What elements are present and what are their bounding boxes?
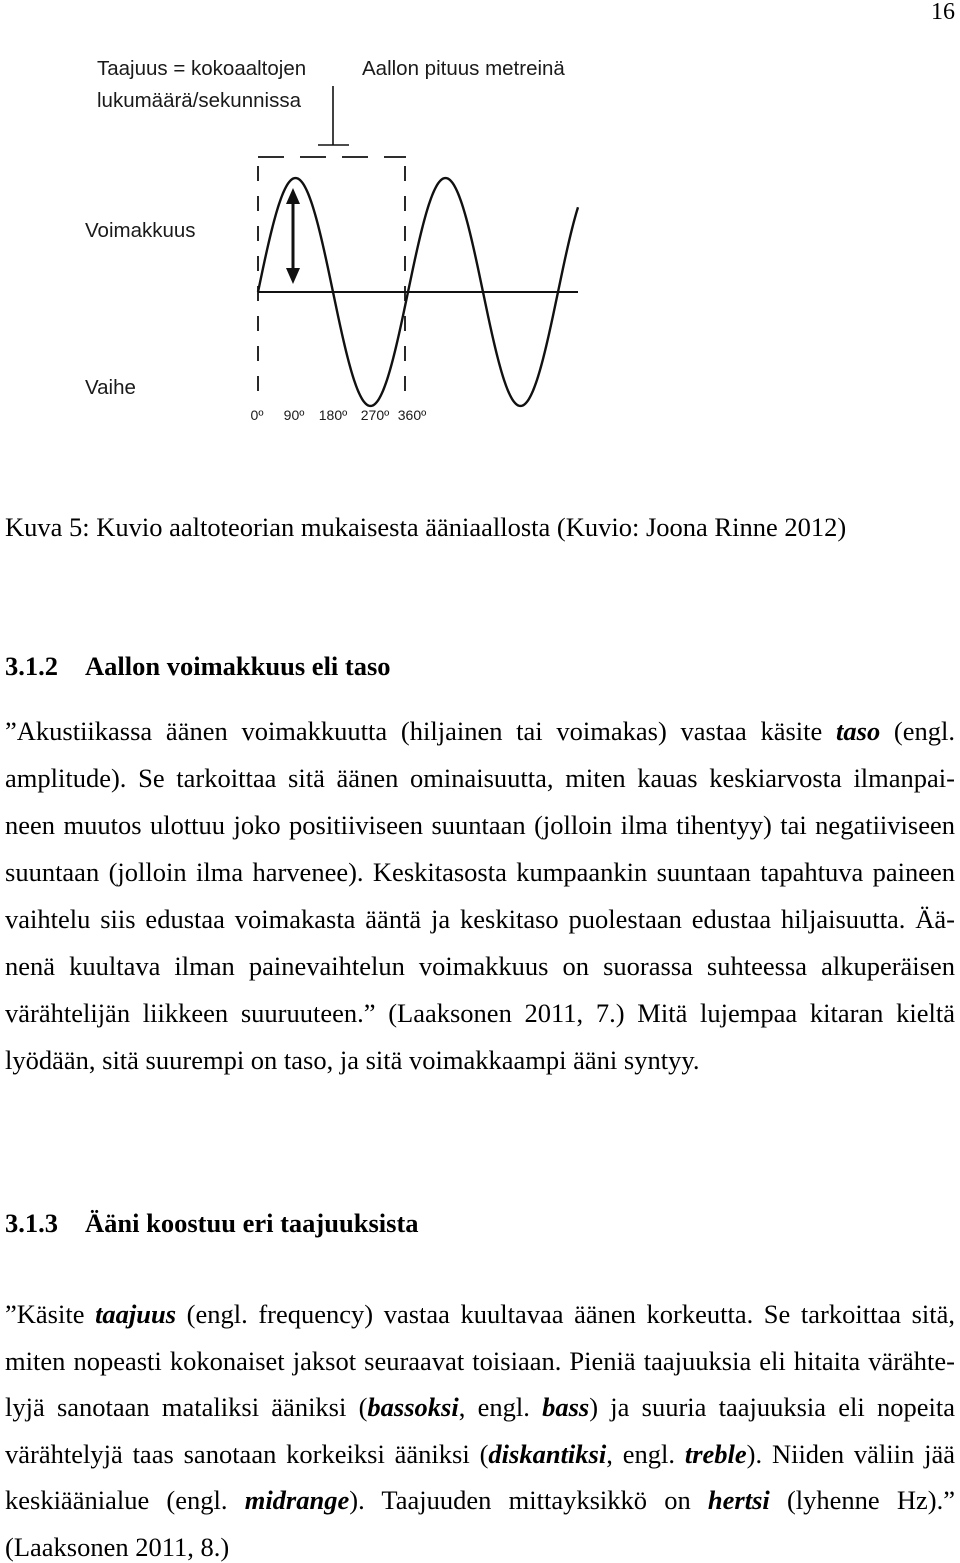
phase-tick: 270º [360,407,390,423]
term-taso: taso [836,716,881,746]
section-heading [5,1209,419,1237]
phase-tick: 0º [250,407,264,423]
paragraph-line: amplitude). Se tarkoittaa sitä äänen ominaisuutta, miten kauas keskiarvosta ilmanpai- [5,763,955,793]
paragraph-line: suuntaan (jolloin ilma harvenee). Keskitasosta kumpaankin suuntaan tapahtuva paineen [5,857,955,887]
text-run: ) ja suuria taajuuksia eli nopeita [589,1392,956,1422]
text-run: (lyhenne Hz).” [769,1485,955,1515]
term-taajuus: taajuus [95,1299,177,1329]
phase-label: Vaihe [85,376,136,399]
sound-wave-diagram [0,0,600,440]
wavelength-dashed-frame [258,157,406,402]
wavelength-pointer [318,86,349,145]
phase-tick: 360º [397,407,427,423]
text-run: ”Akustiikassa äänen voimakkuutta (hiljainen tai voimakas) vastaa käsite [5,716,837,746]
paragraph [5,717,955,1074]
phase-tick: 180º [318,407,348,423]
term-bassoksi: bassoksi [367,1392,459,1422]
paragraph-line: miten nopeasti kokonaiset jaksot seuraavat toisiaan. Pieniä taajuuksia eli hitaita värähte- [5,1345,955,1376]
section-title: Ääni koostuu eri taajuuksista [85,1208,419,1238]
paragraph-line: nenä kuultava ilman painevaihtelun voimakkuus on suorassa suhteessa alkuperäisen [5,951,955,981]
text-run: (engl. [880,716,956,746]
text-run: ). Niiden väliin jää [746,1438,956,1469]
page-number: 16 [931,0,955,25]
text-run: värähtelyjä taas sanotaan korkeiksi ääniksi ( [5,1438,489,1469]
section-heading [5,652,391,680]
paragraph-line [5,1393,955,1421]
section-number: 3.1.3 [5,1208,58,1238]
paragraph-line [5,1300,955,1328]
paragraph-line: neen muutos ulottuu joko positiiviseen suuntaan (jolloin ilma tihentyy) tai negatiiviseen [5,810,955,840]
paragraph [5,1300,955,1561]
section-title: Aallon voimakkuus eli taso [85,651,391,681]
paragraph-line [5,1440,955,1468]
paragraph-line: (Laaksonen 2011, 8.) [5,1531,230,1562]
paragraph-line: värähtelijän liikkeen suuruuteen.” (Laaksonen 2011, 7.) Mitä lujempaa kitaran kieltä [5,998,955,1028]
term-hertsi: hertsi [707,1485,770,1515]
paragraph-line [5,1486,955,1514]
term-diskantiksi: diskantiksi [488,1438,607,1469]
frequency-label-line-1: Taajuus = kokoaaltojen [97,57,307,80]
section-number: 3.1.2 [5,651,58,681]
paragraph-line [5,717,955,745]
amplitude-arrow-icon [286,188,300,284]
text-run: keskiäänialue (engl. [5,1485,245,1515]
frequency-label-line-2: lukumäärä/sekunnissa [97,89,301,112]
wavelength-label: Aallon pituus metreinä [362,57,565,80]
text-run: ”Käsite [5,1299,96,1329]
paragraph-line: lyödään, sitä suurempi on taso, ja sitä voimakkaampi ääni syntyy. [5,1045,700,1075]
amplitude-label: Voimakkuus [85,219,196,242]
text-run: ). Taajuuden mittayksikkö on [349,1485,708,1515]
text-run: lyjä sanotaan mataliksi ääniksi ( [5,1392,368,1422]
paragraph-line: vaihtelu siis edustaa voimakasta ääntä ja keskitaso puolestaan edustaa hiljaisuutta. Ää- [5,904,955,934]
term-bass: bass [542,1392,590,1422]
phase-tick: 90º [283,407,305,423]
text-run: , engl. [606,1438,685,1469]
term-treble: treble [684,1438,747,1469]
figure-caption: Kuva 5: Kuvio aaltoteorian mukaisesta ääniaallosta (Kuvio: Joona Rinne 2012) [5,512,847,542]
text-run: (engl. frequency) vastaa kuultavaa äänen korkeutta. Se tarkoittaa sitä, [176,1299,955,1329]
text-run: , engl. [458,1392,543,1422]
term-midrange: midrange [244,1485,350,1515]
